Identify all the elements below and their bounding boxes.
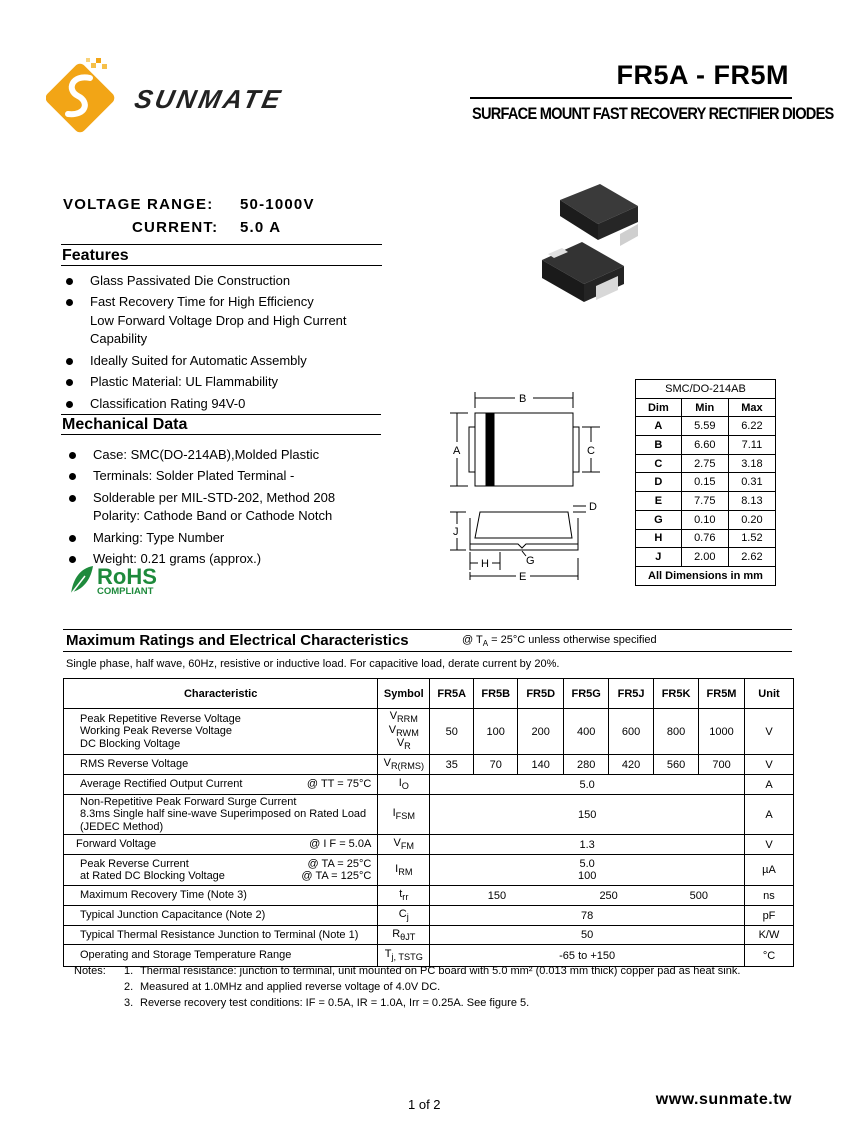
current-label: CURRENT: — [132, 219, 219, 236]
table-cell: pF — [744, 906, 793, 926]
fr5j-header: FR5J — [609, 679, 654, 709]
table-cell: $I_O$ — [378, 775, 430, 795]
part-subtitle: SURFACE MOUNT FAST RECOVERY RECTIFIER DIODES — [472, 104, 834, 123]
table-cell: H — [636, 529, 682, 548]
logo-mark-icon — [46, 58, 117, 135]
min-header: Min — [681, 398, 728, 417]
list-item: Classification Rating 94V-0 — [62, 395, 382, 413]
part-title: FR5A - FR5M — [616, 60, 789, 90]
table-cell: 150 — [430, 886, 564, 906]
mechanical-list — [65, 446, 385, 572]
table-row — [64, 709, 794, 755]
table-cell: 8.13 — [728, 492, 775, 511]
table-row — [636, 492, 776, 511]
table-cell: 78 — [430, 906, 745, 926]
table-cell: Operating and Storage Temperature Range — [64, 945, 378, 967]
table-cell: 6.60 — [681, 436, 728, 455]
ratings-condition: @ $T_A = 25^\circ C$ unless otherwise specified — [462, 634, 657, 649]
dim-label-c: C — [587, 445, 595, 457]
table-cell: $R_{\theta JT}$ — [378, 926, 430, 945]
table-row — [64, 795, 794, 835]
table-cell: 400 — [564, 709, 609, 755]
table-row — [636, 454, 776, 473]
bullet-icon — [69, 473, 76, 480]
table-cell: $t_{rr}$ — [378, 886, 430, 906]
features-title: Features — [62, 247, 129, 264]
dim-label-e: E — [519, 571, 527, 583]
bullet-icon — [69, 495, 76, 502]
diode-package-lower — [542, 242, 624, 302]
component-image — [538, 180, 648, 310]
ratings-rule-top — [63, 629, 792, 630]
table-cell: 5.0 100 — [430, 855, 745, 886]
list-item: Fast Recovery Time for High Efficiency — [62, 293, 382, 311]
notes: Notes: 1. Thermal resistance: junction to terminal, unit mounted on PC board with 5.0 mm² (0.013 mm thick) copper pad as heat sink. 2. Measured at 1.0MHz and applied reverse voltage of 4.0V DC. 3. Reverse recovery test conditions: IF = 0.5A, IR = 1.0A, Irr = 0.25A. See figure 5. — [74, 964, 740, 1012]
dimension-table — [635, 379, 776, 586]
fr5m-header: FR5M — [699, 679, 745, 709]
table-cell: 1.3 — [430, 835, 745, 855]
note-3: Reverse recovery test conditions: IF = 0.5A, IR = 1.0A, Irr = 0.25A. See figure 5. — [140, 996, 530, 1009]
logo-wordmark: SUNMATE — [131, 84, 286, 114]
fr5b-header: FR5B — [474, 679, 518, 709]
table-cell: A — [636, 417, 682, 436]
table-cell: $V_{FM}$ — [378, 835, 430, 855]
table-row — [64, 926, 794, 945]
table-cell: $I_{RM}$ — [378, 855, 430, 886]
table-cell: 5.59 — [681, 417, 728, 436]
list-item: Weight: 0.21 grams (approx.) — [65, 550, 385, 568]
unit-header: Unit — [744, 679, 793, 709]
fr5k-header: FR5K — [654, 679, 699, 709]
table-cell: ns — [744, 886, 793, 906]
table-cell: Maximum Recovery Time (Note 3) — [64, 886, 378, 906]
table-cell: 150 — [430, 795, 745, 835]
table-cell: 5.0 — [430, 775, 745, 795]
diode-package-upper — [560, 184, 638, 246]
dim-table-footer: All Dimensions in mm — [636, 566, 776, 585]
table-cell: $V_{RRM}$ $V_{RWM}$ $V_R$ — [378, 709, 430, 755]
table-cell: 70 — [474, 755, 518, 775]
table-cell: Typical Thermal Resistance Junction to Terminal (Note 1) — [64, 926, 378, 945]
table-cell: A — [744, 775, 793, 795]
table-cell: 50 — [430, 709, 474, 755]
table-cell: A — [744, 795, 793, 835]
table-cell: 280 — [564, 755, 609, 775]
fr5d-header: FR5D — [518, 679, 564, 709]
table-cell: 6.22 — [728, 417, 775, 436]
table-cell: G — [636, 510, 682, 529]
list-item: Solderable per MIL-STD-202, Method 208 — [65, 489, 385, 507]
dim-table-title: SMC/DO-214AB — [636, 380, 776, 399]
table-cell: RMS Reverse Voltage — [64, 755, 378, 775]
mechanical-rule-top — [61, 414, 381, 415]
package-dimension-drawing — [440, 388, 610, 588]
dim-label-j: J — [453, 526, 459, 538]
note-1: Thermal resistance: junction to terminal, unit mounted on PC board with 5.0 mm² (0.013 mm thick) copper pad as heat sink. — [140, 965, 741, 977]
table-cell: 7.75 — [681, 492, 728, 511]
table-cell: 1.52 — [728, 529, 775, 548]
table-cell: Peak Repetitive Reverse Voltage Working Peak Reverse Voltage DC Blocking Voltage — [64, 709, 378, 755]
table-cell: 100 — [474, 709, 518, 755]
table-cell: 1000 — [699, 709, 745, 755]
list-item: Terminals: Solder Plated Terminal - — [65, 467, 385, 485]
fr5g-header: FR5G — [564, 679, 609, 709]
dim-header: Dim — [636, 398, 682, 417]
table-cell: 35 — [430, 755, 474, 775]
max-header: Max — [728, 398, 775, 417]
characteristic-header: Characteristic — [64, 679, 378, 709]
bullet-icon — [66, 299, 73, 306]
table-cell: 500 — [654, 886, 745, 906]
table-cell: C — [636, 454, 682, 473]
table-cell: $V_{R(RMS)}$ — [378, 755, 430, 775]
mechanical-title: Mechanical Data — [62, 416, 188, 433]
table-cell: 2.00 — [681, 548, 728, 567]
bullet-icon — [66, 358, 73, 365]
features-rule-bottom — [61, 265, 382, 266]
table-cell: Non-Repetitive Peak Forward Surge Current 8.3ms Single half sine-wave Superimposed on Rated Load (JEDEC Method) — [64, 795, 378, 835]
ratings-rule-bottom — [63, 651, 792, 652]
table-cell: 700 — [699, 755, 745, 775]
bullet-icon — [66, 379, 73, 386]
table-cell: Forward Voltage @ I F = 5.0A — [64, 835, 378, 855]
mechanical-rule-bottom — [61, 434, 381, 435]
table-row — [636, 473, 776, 492]
list-item: Low Forward Voltage Drop and High Current Capability — [90, 312, 347, 347]
table-cell: 0.20 — [728, 510, 775, 529]
table-cell: E — [636, 492, 682, 511]
table-cell: 3.18 — [728, 454, 775, 473]
table-cell: 0.15 — [681, 473, 728, 492]
table-cell: $T_{j, TSTG}$ — [378, 945, 430, 967]
list-item: Glass Passivated Die Construction — [62, 272, 382, 290]
bullet-icon — [66, 401, 73, 408]
voltage-range-value: 50-1000V — [240, 196, 315, 213]
dim-label-h: H — [481, 558, 489, 570]
table-cell: $C_j$ — [378, 906, 430, 926]
table-cell: 140 — [518, 755, 564, 775]
table-cell: K/W — [744, 926, 793, 945]
table-cell: 0.31 — [728, 473, 775, 492]
title-divider — [470, 97, 792, 99]
rohs-compliant-text: COMPLIANT — [97, 586, 154, 597]
list-item: Ideally Suited for Automatic Assembly — [62, 352, 382, 370]
list-item: Plastic Material: UL Flammability — [62, 373, 382, 391]
note-2: Measured at 1.0MHz and applied reverse voltage of 4.0V DC. — [140, 980, 441, 993]
table-cell: 7.11 — [728, 436, 775, 455]
table-row — [64, 886, 794, 906]
symbol-header: Symbol — [378, 679, 430, 709]
table-cell: °C — [744, 945, 793, 967]
table-cell: V — [744, 835, 793, 855]
features-rule-top — [61, 244, 382, 245]
table-cell: 2.62 — [728, 548, 775, 567]
table-cell: V — [744, 755, 793, 775]
table-cell: D — [636, 473, 682, 492]
table-cell: 800 — [654, 709, 699, 755]
table-cell: µA — [744, 855, 793, 886]
list-item: Polarity: Cathode Band or Cathode Notch — [93, 508, 333, 524]
table-row — [64, 906, 794, 926]
table-row — [64, 855, 794, 886]
dim-label-a: A — [453, 445, 461, 457]
table-cell: 420 — [609, 755, 654, 775]
rohs-text: RoHS — [97, 564, 157, 589]
list-item: Case: SMC(DO-214AB),Molded Plastic — [65, 446, 385, 464]
ratings-table — [63, 678, 794, 967]
list-item: Marking: Type Number — [65, 529, 385, 547]
table-cell: Typical Junction Capacitance (Note 2) — [64, 906, 378, 926]
page-number: 1 of 2 — [408, 1097, 441, 1112]
table-row — [636, 417, 776, 436]
bullet-icon — [69, 452, 76, 459]
table-cell: Peak Reverse Current @ TA = 25°C at Rated DC Blocking Voltage @ TA = 125°C — [64, 855, 378, 886]
notes-label: Notes: — [74, 965, 106, 977]
table-cell: 0.76 — [681, 529, 728, 548]
table-cell: J — [636, 548, 682, 567]
dim-label-b: B — [519, 393, 527, 405]
table-cell: 0.10 — [681, 510, 728, 529]
ratings-title: Maximum Ratings and Electrical Characteristics — [66, 632, 409, 649]
table-cell: -65 to +150 — [430, 945, 745, 967]
table-row — [636, 436, 776, 455]
dim-label-g: G — [526, 555, 535, 567]
table-row — [636, 548, 776, 567]
dim-label-d: D — [589, 501, 597, 513]
ratings-note: Single phase, half wave, 60Hz, resistive or inductive load. For capacitive load, derate current by 20%. — [66, 658, 560, 670]
table-row — [636, 510, 776, 529]
table-cell: $I_{FSM}$ — [378, 795, 430, 835]
current-value: 5.0 A — [240, 219, 282, 236]
voltage-range-label: VOLTAGE RANGE: — [63, 196, 214, 213]
bullet-icon — [69, 535, 76, 542]
table-cell: 200 — [518, 709, 564, 755]
table-row — [64, 835, 794, 855]
table-cell: 250 — [599, 889, 618, 902]
table-row — [64, 775, 794, 795]
website-link[interactable]: www.sunmate.tw — [655, 1091, 792, 1108]
table-row — [64, 755, 794, 775]
table-cell: V — [744, 709, 793, 755]
features-list — [62, 272, 382, 416]
bullet-icon — [66, 278, 73, 285]
fr5a-header: FR5A — [430, 679, 474, 709]
table-cell: Average Rectified Output Current @ TT = 75°C — [64, 775, 378, 795]
table-cell: B — [636, 436, 682, 455]
table-cell: 50 — [430, 926, 745, 945]
table-cell: 600 — [609, 709, 654, 755]
table-row — [636, 529, 776, 548]
table-cell: 560 — [654, 755, 699, 775]
rohs-badge — [67, 562, 171, 598]
table-cell: 2.75 — [681, 454, 728, 473]
